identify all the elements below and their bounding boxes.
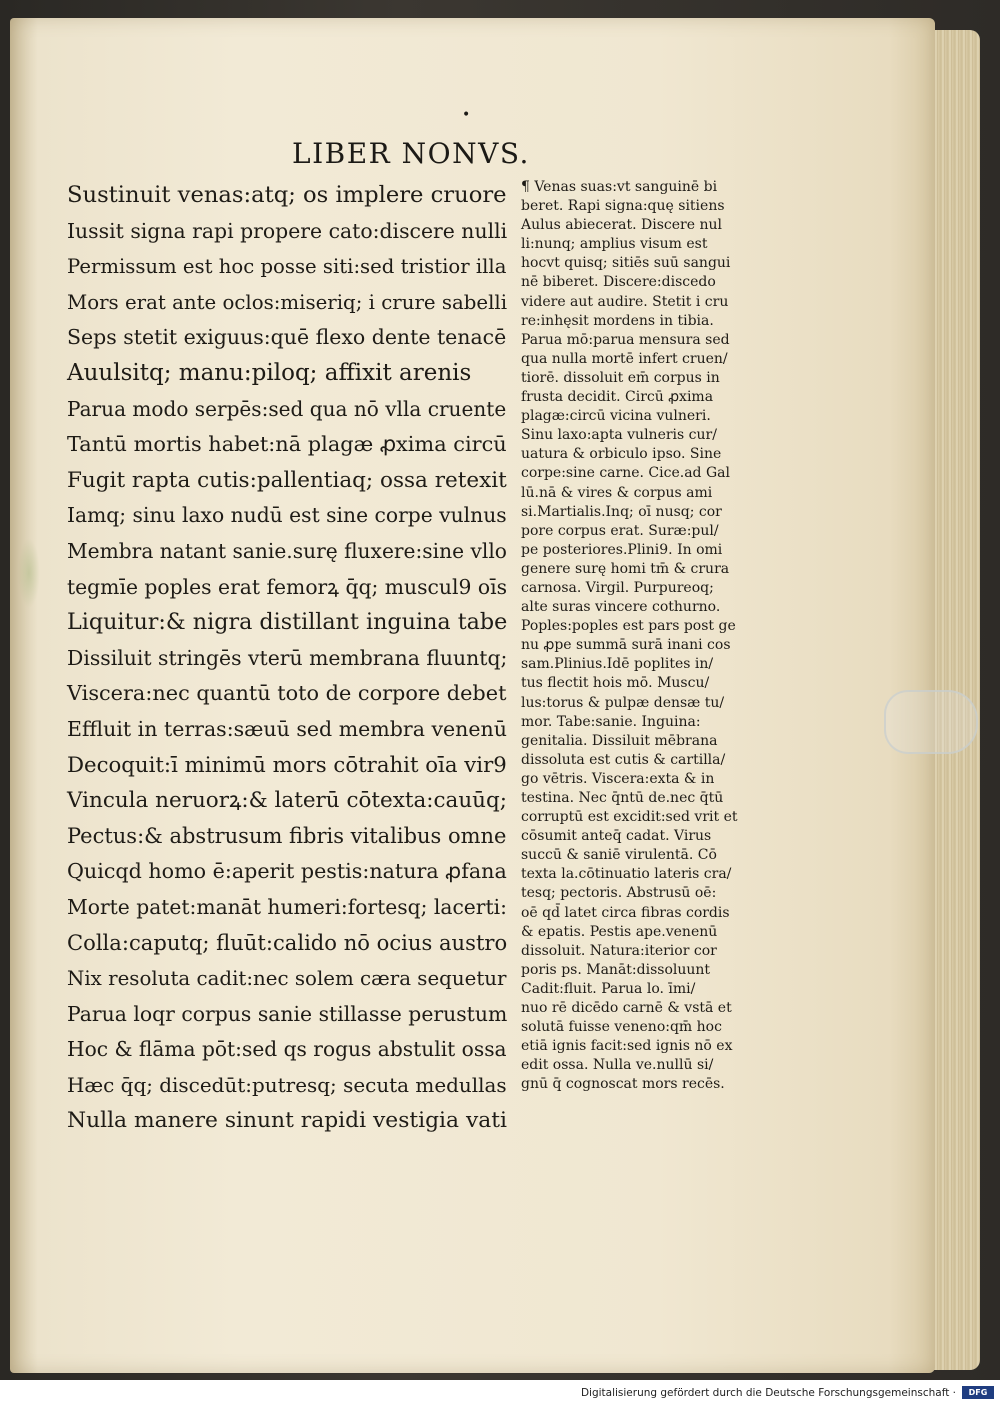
- commentary-line: oē qd̄ latet circa fibras cordis: [521, 904, 730, 921]
- commentary-line: corruptū est excidit:sed vrit et: [521, 809, 738, 826]
- verse-column: [67, 178, 507, 1139]
- verse-line: Membra natant sanie.surę fluxere:sine vllo: [67, 538, 507, 563]
- commentary-line: Poples:poples est pars post ge: [521, 618, 736, 635]
- verse-line: Liquitur:& nigra distillant inguina tabe: [67, 609, 508, 636]
- verse-line: Colla:caputq; fluūt:calido nō ocius austro: [67, 930, 508, 956]
- commentary-line: succū & saniē virulentā. Cō: [521, 847, 717, 864]
- commentary-line: corpe:sine carne. Cice.ad Gal: [521, 465, 730, 482]
- commentary-line: lū.nā & vires & corpus ami: [521, 484, 713, 501]
- book-page: [10, 18, 935, 1373]
- verse-line: Nix resoluta cadit:nec solem cæra sequetur: [67, 967, 507, 991]
- commentary-line: dissoluit. Natura:iterior cor: [521, 942, 717, 959]
- footer-bar: [0, 1380, 1000, 1405]
- verse-line: Seps stetit exiguus:quē flexo dente tenacē: [67, 325, 507, 350]
- verse-line: Permissum est hoc posse siti:sed tristior illa: [67, 255, 507, 279]
- verse-line: Decoquit:ī minimū mors cōtrahit oīa vir9: [67, 752, 507, 778]
- commentary-line: alte suras vincere cothurno.: [521, 599, 721, 616]
- verse-line: Fugit rapta cutis:pallentiaq; ossa retexit: [67, 467, 507, 493]
- page-stain: [18, 538, 40, 608]
- commentary-line: uatura & orbiculo ipso. Sine: [521, 446, 722, 463]
- verse-line: Vincula neruorꝝ:& laterū cōtexta:cauūq;: [67, 788, 507, 814]
- verse-line: Viscera:nec quantū toto de corpore debet: [67, 681, 507, 706]
- verse-line: Parua modo serpēs:sed qua nō vlla cruente: [67, 396, 507, 421]
- page-mark: •: [462, 107, 471, 123]
- commentary-line: nē biberet. Discere:discedo: [521, 274, 716, 291]
- commentary-line: genere surę homi tm̄ & crura: [521, 560, 730, 577]
- commentary-line: genitalia. Dissiluit mēbrana: [521, 732, 718, 749]
- commentary-line: pore corpus erat. Suræ:pul/: [521, 522, 719, 539]
- dfg-logo: DFG: [962, 1386, 994, 1399]
- verse-line: Quicqd homo ē:aperit pestis:natura ꝓfana: [67, 859, 507, 884]
- commentary-line: hocvt quisq; sitiēs suū sangui: [521, 255, 731, 272]
- commentary-line: lus:torus & pulpæ densæ tu/: [521, 694, 725, 711]
- commentary-line: plagæ:circū vicina vulneri.: [521, 408, 711, 425]
- commentary-line: tesq; pectoris. Abstrusū oē:: [521, 885, 717, 902]
- commentary-line: nu ꝓpe summā surā inani cos: [521, 637, 731, 654]
- commentary-column: [521, 178, 771, 1095]
- commentary-line: si.Martialis.Inq; oī nusq; cor: [521, 503, 722, 520]
- commentary-line: sam.Plinius.Idē poplites in/: [521, 656, 714, 673]
- commentary-line: tus flectit hois mō. Muscu/: [521, 675, 710, 692]
- commentary-line: poris ps. Manāt:dissoluunt: [521, 961, 711, 978]
- verse-line: Effluit in terras:sæuū sed membra venenū: [67, 716, 507, 741]
- commentary-line: Sinu laxo:apta vulneris cur/: [521, 427, 717, 444]
- commentary-line: carnosa. Virgil. Purpureoq;: [521, 579, 714, 596]
- commentary-line: edit ossa. Nulla ve.nullū si/: [521, 1057, 714, 1074]
- verse-line: Nulla manere sinunt rapidi vestigia vati: [67, 1108, 507, 1134]
- commentary-line: re:inhęsit mordens in tibia.: [521, 312, 714, 329]
- verse-line: tegmīe poples erat femorꝝ q̄q; muscul9 oīs: [67, 574, 508, 599]
- verse-line: Morte patet:manāt humeri:fortesq; lacerti:: [67, 894, 507, 919]
- commentary-line: cōsumit anteq̄ cadat. Virus: [521, 828, 712, 845]
- funding-notice: Digitalisierung gefördert durch die Deutsche Forschungsgemeinschaft ·: [580, 1387, 956, 1399]
- verse-line: Tantū mortis habet:nā plagæ ꝓxima circū: [67, 432, 507, 457]
- commentary-line: beret. Rapi signa:quę sitiens: [521, 198, 725, 215]
- verse-line: Pectus:& abstrusum fibris vitalibus omne: [67, 823, 507, 848]
- commentary-line: qua nulla mortē infert cruen/: [521, 350, 728, 367]
- commentary-line: etiā ignis facit:sed ignis nō ex: [521, 1038, 733, 1055]
- commentary-line: Aulus abiecerat. Discere nul: [521, 217, 722, 234]
- commentary-line: solutā fuisse veneno:qm̄ hoc: [521, 1019, 722, 1036]
- verse-line: Hoc & flāma pōt:sed qs rogus abstulit ossa: [67, 1037, 507, 1062]
- commentary-line: gnū q̄ cognoscat mors recēs.: [521, 1076, 725, 1093]
- verse-line: Dissiluit stringēs vterū membrana fluuntq;: [67, 645, 508, 670]
- verse-line: Parua loqr corpus sanie stillasse perustum: [67, 1001, 508, 1026]
- commentary-line: ¶ Venas suas:vt sanguinē bi: [521, 179, 718, 195]
- commentary-line: pe posteriores.Plini9. In omi: [521, 541, 723, 558]
- verse-line: Iamq; sinu laxo nudū est sine corpe vulnus: [67, 503, 507, 528]
- commentary-line: li:nunq; amplius visum est: [521, 236, 708, 253]
- commentary-line: frusta decidit. Circū ꝓxima: [521, 389, 714, 406]
- bookmark-ribbon: [884, 690, 978, 754]
- page-heading: LIBER NONVS.: [292, 137, 530, 170]
- commentary-line: nuo rē dicēdo carnē & vstā et: [521, 1000, 732, 1017]
- verse-line: Mors erat ante oclos:miseriq; i crure sabelli: [67, 290, 508, 314]
- commentary-line: Parua mō:parua mensura sed: [521, 331, 730, 348]
- commentary-line: Cadit:fluit. Parua lo. īmi/: [521, 980, 696, 997]
- commentary-line: dissoluta est cutis & cartilla/: [521, 751, 726, 768]
- commentary-line: go vētris. Viscera:exta & in: [521, 770, 715, 787]
- commentary-line: & epatis. Pestis ape.venenū: [521, 923, 718, 940]
- commentary-line: tiorē. dissoluit em̄ corpus in: [521, 369, 720, 386]
- commentary-line: texta la.cōtinuatio lateris cra/: [521, 866, 732, 883]
- verse-line: Iussit signa rapi propere cato:discere nulli: [67, 218, 508, 243]
- commentary-line: videre aut audire. Stetit i cru: [521, 293, 729, 310]
- commentary-line: mor. Tabe:sanie. Inguina:: [521, 713, 701, 730]
- verse-line: Hæc q̄q; discedūt:putresq; secuta medullas: [67, 1072, 507, 1097]
- verse-line: Auulsitq; manu:piloq; affixit arenis: [67, 359, 472, 386]
- commentary-line: testina. Nec q̄ntū de.nec q̄tū: [521, 790, 724, 806]
- verse-line: Sustinuit venas:atq; os implere cruore: [67, 182, 507, 208]
